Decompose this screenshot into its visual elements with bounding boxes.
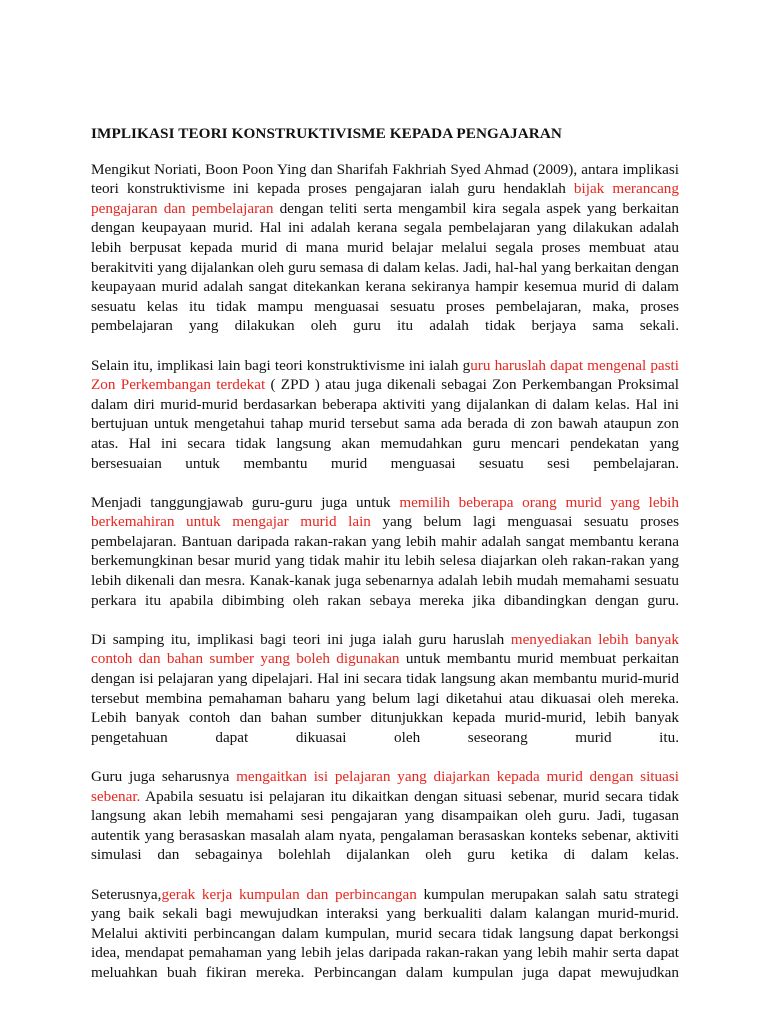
paragraph-3-highlight: memilih beberapa orang murid yang lebih berkemahiran untuk mengajar murid lain bbox=[91, 493, 679, 531]
document-title: IMPLIKASI TEORI KONSTRUKTIVISME KEPADA PENGAJARAN bbox=[91, 125, 562, 142]
paragraph-5-text-c: Apabila sesuatu isi pelajaran itu dikaitkan dengan situasi sebenar, murid secara tidak langsung akan lebih memahami sesi pengajaran yang disampaikan oleh guru. Jadi, tugasan autentik yang berasaskan masalah alam nyata, pengalaman berasaskan konteks sebenar, aktiviti simulasi dan sebagainya bolehlah dijalankan oleh guru ketika di dalam kelas. bbox=[91, 787, 679, 864]
paragraph-3 bbox=[91, 493, 679, 611]
paragraph-1-highlight: bijak merancang pengajaran dan pembelajaran bbox=[91, 180, 679, 217]
paragraph-4-text-a: Di samping itu, implikasi bagi teori ini juga ialah guru haruslah bbox=[91, 630, 511, 648]
paragraph-1 bbox=[91, 160, 679, 336]
paragraph-3-text-c: yang belum lagi menguasai sesuatu proses pembelajaran. Bantuan daripada rakan-rakan yang lebih mahir adalah sangat membantu kerana berkemungkinan besar murid yang tidak mahir itu lebih selesa diajarkan oleh rakan-rakan yang lebih dikenali dan mesra. Kanak-kanak juga sebenarnya adalah lebih mudah memahami sesuatu perkara itu apabila dibimbing oleh rakan sebaya mereka jika dibandingkan dengan guru. bbox=[91, 513, 679, 609]
paragraph-1-text-c: dengan teliti serta mengambil kira segala aspek yang berkaitan dengan keupayaan murid. Hal ini adalah kerana segala pembelajaran yang dilakukan adalah lebih berpusat kepada murid di mana murid belajar melalui segala proses membuat atau berakitviti yang dijalankan oleh guru semasa di dalam kelas. Jadi, hal-hal yang berkaitan dengan keupayaan murid adalah sangat ditekankan kerana sekiranya hampir kesemua murid di dalam sesuatu kelas itu tidak mampu menguasai sesuatu proses pembelajaran, maka, proses pembelajaran yang dilakukan oleh guru itu adalah tidak berjaya sama sekali. bbox=[91, 199, 680, 335]
paragraph-2-text-a: Selain itu, implikasi lain bagi teori konstruktivisme ini ialah g bbox=[91, 356, 471, 374]
paragraph-5-text-a: Guru juga seharusnya bbox=[91, 768, 237, 785]
paragraph-6-highlight: gerak kerja kumpulan dan perbincangan bbox=[161, 885, 417, 903]
paragraph-5-highlight: mengaitkan isi pelajaran yang diajarkan kepada murid dengan situasi sebenar. bbox=[91, 768, 679, 805]
paragraph-5 bbox=[91, 767, 679, 865]
paragraph-4 bbox=[91, 630, 679, 748]
paragraph-4-text-c: untuk membantu murid membuat perkaitan dengan isi pelajaran yang dipelajari. Hal ini secara tidak langsung akan membantu murid-murid tersebut membina pemahaman baharu yang belum lagi diketahui atau dikuasai oleh mereka. Lebih banyak contoh dan bahan sumber ditunjukkan kepada murid-murid, lebih banyak pengetahuan dapat dikuasai oleh seseorang murid itu. bbox=[91, 650, 679, 746]
paragraph-4-highlight: menyediakan lebih banyak contoh dan bahan sumber yang boleh digunakan bbox=[91, 630, 679, 668]
paragraph-2-highlight: uru haruslah dapat mengenal pasti Zon Perkembangan terdekat bbox=[91, 356, 679, 394]
paragraph-3-text-a: Menjadi tanggungjawab guru-guru juga untuk bbox=[91, 493, 400, 511]
paragraph-6-text-a: Seterusnya, bbox=[91, 885, 162, 903]
paragraph-6 bbox=[91, 885, 679, 983]
paragraph-2-text-c: ( ZPD ) atau juga dikenali sebagai Zon Perkembangan Proksimal dalam diri murid-murid berdasarkan beberapa aktiviti yang dijalankan di dalam kelas. Hal ini bertujuan untuk mengetahui tahap murid tersebut sama ada berada di zon bawah ataupun zon atas. Hal ini secara tidak langsung akan memudahkan guru mencari pendekatan yang bersesuaian untuk membantu murid menguasai sesuatu sesi pembelajaran. bbox=[91, 376, 679, 472]
paragraph-1-text-a: Mengikut Noriati, Boon Poon Ying dan Sharifah Fakhriah Syed Ahmad (2009), antara implikasi teori konstruktivisme ini kepada proses pengajaran ialah guru hendaklah bbox=[91, 160, 679, 198]
paragraph-6-text-c: kumpulan merupakan salah satu strategi yang baik sekali bagi mewujudkan interaksi yang berkualiti dalam kalangan murid-murid. Melalui aktiviti perbincangan dalam kumpulan, murid secara tidak langsung dapat berkongsi idea, mendapat pemahaman yang lebih jelas daripada rakan-rakan yang lebih mahir serta dapat meluahkan buah fikiran mereka. Perbincangan dalam kumpulan juga dapat mewujudkan bbox=[91, 885, 679, 981]
document-page bbox=[91, 124, 679, 1002]
paragraph-2 bbox=[91, 356, 679, 474]
